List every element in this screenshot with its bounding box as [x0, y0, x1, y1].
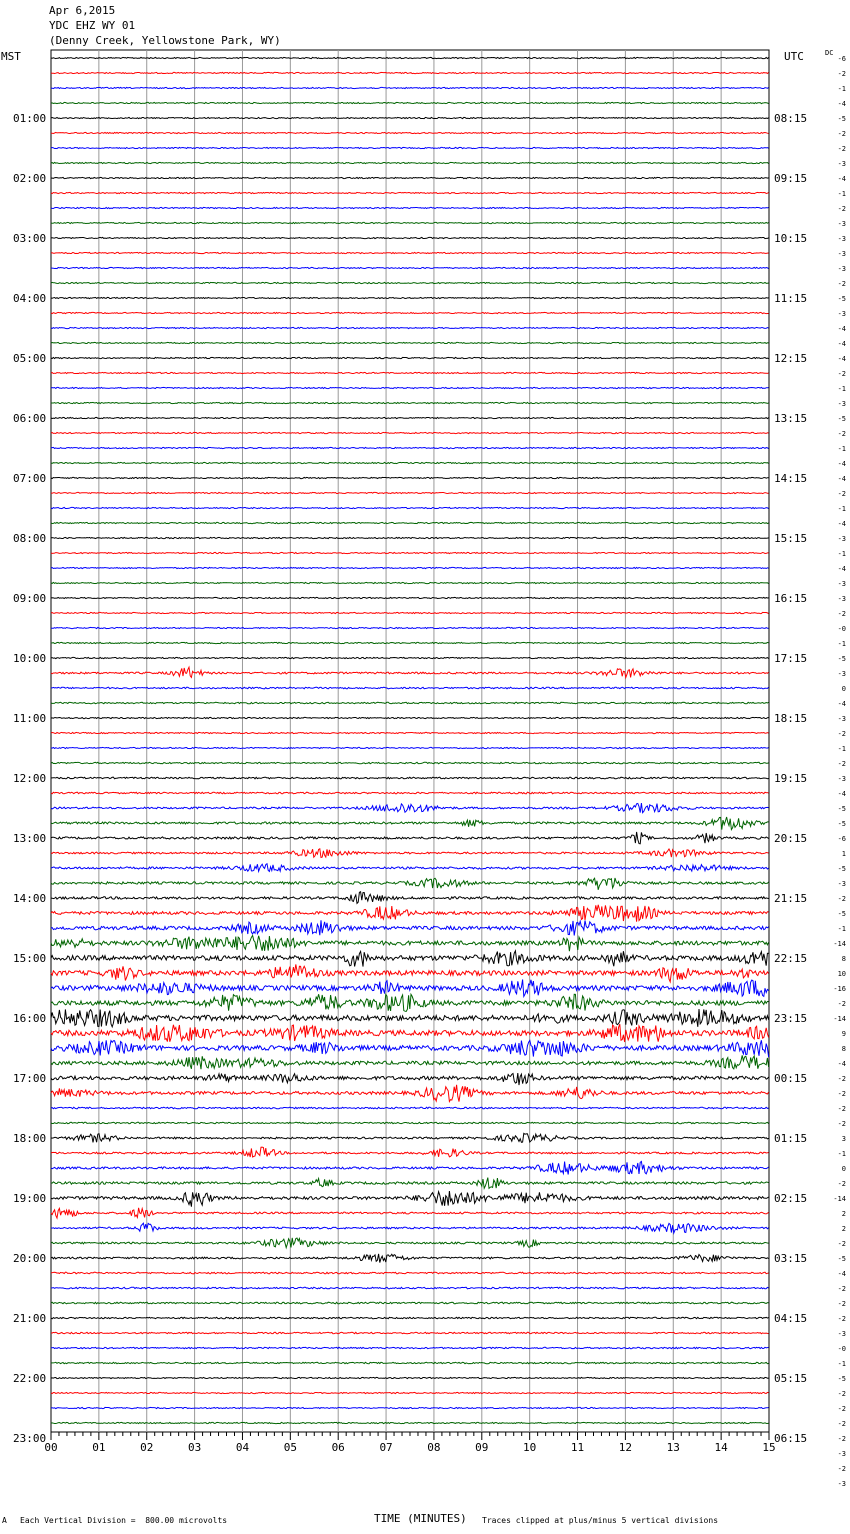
seismic-trace: [51, 905, 769, 922]
dc-offset-label: -4: [837, 1060, 846, 1068]
seismic-trace: [51, 1407, 769, 1408]
dc-offset-label: -2: [837, 1300, 846, 1308]
mst-hour-label: 06:00: [13, 412, 47, 425]
utc-hour-label: 14:15: [774, 472, 808, 485]
dc-offset-label: -5: [837, 805, 846, 813]
dc-offset-label: -3: [837, 250, 846, 258]
seismic-trace: [51, 687, 769, 689]
seismic-trace: [51, 1392, 769, 1393]
dc-offset-label: -4: [837, 175, 846, 183]
dc-offset-label: -16: [833, 985, 846, 993]
utc-hour-label: 09:15: [774, 172, 808, 185]
seismic-trace: [51, 667, 769, 677]
utc-hour-label: 16:15: [774, 592, 808, 605]
seismic-trace: [51, 177, 769, 178]
utc-hour-label: 06:15: [774, 1432, 808, 1445]
dc-offset-label: -2: [837, 760, 846, 768]
scale-note: Each Vertical Division = 800.00 microvolts: [20, 1516, 228, 1525]
dc-offset-label: 2: [841, 1225, 846, 1233]
seismic-trace: [51, 237, 769, 238]
seismic-trace: [51, 447, 769, 448]
dc-offset-label: -2: [837, 490, 846, 498]
seismic-trace: [51, 462, 769, 463]
dc-offset-label: -2: [837, 1120, 846, 1128]
dc-offset-label: -1: [837, 1150, 846, 1158]
dc-offset-label: -14: [833, 1015, 846, 1023]
seismic-trace: [51, 1073, 769, 1085]
seismic-trace: [51, 357, 769, 358]
dc-offset-label: -4: [837, 1270, 846, 1278]
dc-offset-label: -3: [837, 220, 846, 228]
seismic-trace: [51, 1178, 769, 1189]
seismic-trace: [51, 267, 769, 268]
dc-offset-label: -2: [837, 1405, 846, 1413]
seismic-trace: [51, 964, 769, 981]
utc-hour-label: 17:15: [774, 652, 808, 665]
dc-offset-label: -2: [837, 1000, 846, 1008]
seismic-trace: [51, 252, 769, 253]
seismic-trace: [51, 57, 769, 58]
dc-offset-label: -3: [837, 1330, 846, 1338]
x-tick-label: 14: [714, 1441, 728, 1454]
utc-hour-label: 21:15: [774, 892, 808, 905]
dc-offset-label: -2: [837, 1180, 846, 1188]
dc-offset-label: -3: [837, 1480, 846, 1488]
dc-offset-label: -2: [837, 1435, 846, 1443]
seismic-trace: [51, 980, 769, 997]
dc-offset-label: -4: [837, 460, 846, 468]
seismic-trace: [51, 1040, 769, 1057]
mst-hour-label: 10:00: [13, 652, 47, 665]
seismic-trace: [51, 1287, 769, 1289]
dc-offset-label: -3: [837, 535, 846, 543]
dc-offset-label: -1: [837, 190, 846, 198]
dc-offset-label: -5: [837, 295, 846, 303]
seismic-trace: [51, 297, 769, 298]
x-tick-label: 11: [570, 1441, 585, 1454]
dc-offset-label: -6: [837, 55, 846, 63]
dc-offset-label: -3: [837, 775, 846, 783]
dc-offset-label: -3: [837, 1450, 846, 1458]
seismic-trace: [51, 597, 769, 598]
seismic-trace: [51, 282, 769, 283]
dc-offset-label: 9: [841, 1030, 846, 1038]
seismic-trace: [51, 507, 769, 508]
dc-offset-label: -2: [837, 1315, 846, 1323]
dc-offset-label: -2: [837, 205, 846, 213]
dc-offset-label: 10: [837, 970, 846, 978]
dc-offset-label: -4: [837, 520, 846, 528]
seismic-trace: [51, 312, 769, 313]
dc-offset-label: -3: [837, 580, 846, 588]
dc-label: DC: [825, 49, 834, 57]
dc-offset-label: -4: [837, 700, 846, 708]
seismic-trace: [51, 936, 769, 952]
seismic-trace: [51, 777, 769, 779]
seismic-trace: [51, 627, 769, 628]
seismic-trace: [51, 1332, 769, 1333]
dc-offset-label: -2: [837, 1075, 846, 1083]
utc-hour-label: 08:15: [774, 112, 808, 125]
x-tick-label: 08: [427, 1441, 441, 1454]
mst-hour-label: 20:00: [13, 1252, 47, 1265]
mst-hour-label: 13:00: [13, 832, 47, 845]
utc-hour-label: 05:15: [774, 1372, 808, 1385]
dc-offset-label: -2: [837, 130, 846, 138]
seismic-trace: [51, 72, 769, 73]
utc-hour-label: 18:15: [774, 712, 808, 725]
dc-offset-label: -14: [833, 1195, 846, 1203]
dc-offset-label: -4: [837, 355, 846, 363]
seismic-trace: [51, 878, 769, 890]
seismic-trace: [51, 522, 769, 523]
dc-offset-label: -2: [837, 70, 846, 78]
dc-offset-label: -2: [837, 730, 846, 738]
seismic-trace: [51, 1133, 769, 1142]
seismic-trace: [51, 432, 769, 433]
utc-hour-label: 19:15: [774, 772, 808, 785]
seismic-trace: [51, 817, 769, 830]
x-tick-label: 04: [235, 1441, 250, 1454]
dc-offset-label: -4: [837, 565, 846, 573]
x-tick-label: 05: [283, 1441, 297, 1454]
dc-offset-label: -0: [837, 1345, 846, 1353]
dc-offset-label: -3: [837, 715, 846, 723]
seismic-trace: [51, 1422, 769, 1423]
mst-hour-label: 18:00: [13, 1132, 47, 1145]
dc-offset-label: -6: [837, 835, 846, 843]
utc-hour-label: 20:15: [774, 832, 808, 845]
utc-hour-label: 11:15: [774, 292, 808, 305]
dc-offset-label: -1: [837, 925, 846, 933]
utc-hour-label: 13:15: [774, 412, 808, 425]
seismic-trace: [51, 552, 769, 553]
utc-hour-label: 01:15: [774, 1132, 808, 1145]
dc-offset-label: -2: [837, 145, 846, 153]
dc-offset-label: -3: [837, 670, 846, 678]
seismic-trace: [51, 1377, 769, 1378]
seismic-trace: [51, 792, 769, 794]
utc-hour-label: 03:15: [774, 1252, 808, 1265]
dc-offset-label: -2: [837, 1390, 846, 1398]
mst-hour-label: 09:00: [13, 592, 47, 605]
seismic-trace: [51, 832, 769, 844]
dc-offset-label: -5: [837, 415, 846, 423]
seismic-trace: [51, 803, 769, 813]
mst-hour-label: 17:00: [13, 1072, 47, 1085]
dc-offset-label: -2: [837, 1285, 846, 1293]
seismic-trace: [51, 342, 769, 343]
mst-hour-label: 15:00: [13, 952, 47, 965]
plot-date: Apr 6,2015: [49, 4, 116, 17]
mst-hour-label: 07:00: [13, 472, 47, 485]
dc-offset-label: -1: [837, 385, 846, 393]
mst-hour-label: 01:00: [13, 112, 47, 125]
x-tick-label: 09: [475, 1441, 489, 1454]
utc-hour-label: 02:15: [774, 1192, 808, 1205]
utc-hour-label: 04:15: [774, 1312, 808, 1325]
utc-axis-label: UTC: [784, 50, 804, 63]
seismic-trace: [51, 87, 769, 88]
seismic-trace: [51, 994, 769, 1011]
utc-hour-label: 12:15: [774, 352, 808, 365]
mst-hour-label: 22:00: [13, 1372, 47, 1385]
dc-offset-label: -4: [837, 790, 846, 798]
seismic-trace: [51, 1208, 769, 1218]
mst-hour-label: 23:00: [13, 1432, 47, 1445]
dc-offset-label: -3: [837, 235, 846, 243]
dc-offset-label: -4: [837, 100, 846, 108]
dc-offset-label: -1: [837, 640, 846, 648]
seismic-trace: [51, 117, 769, 118]
x-axis-title: TIME (MINUTES): [374, 1512, 467, 1525]
dc-offset-label: -1: [837, 445, 846, 453]
seismic-trace: [51, 642, 769, 643]
seismic-trace: [51, 222, 769, 223]
dc-offset-label: 0: [841, 685, 846, 693]
dc-offset-label: -2: [837, 370, 846, 378]
dc-offset-label: -1: [837, 505, 846, 513]
dc-offset-label: -3: [837, 400, 846, 408]
mst-hour-label: 02:00: [13, 172, 47, 185]
dc-offset-label: 0: [841, 1165, 846, 1173]
seismic-trace: [51, 892, 769, 904]
mst-hour-label: 05:00: [13, 352, 47, 365]
seismic-trace: [51, 864, 769, 872]
seismic-trace: [51, 1238, 769, 1248]
dc-offset-label: -4: [837, 475, 846, 483]
utc-hour-label: 15:15: [774, 532, 808, 545]
seismic-trace: [51, 207, 769, 208]
seismic-trace: [51, 1147, 769, 1157]
mst-hour-label: 08:00: [13, 532, 47, 545]
seismic-trace: [51, 417, 769, 418]
seismic-trace: [51, 492, 769, 493]
seismic-trace: [51, 1122, 769, 1123]
seismic-trace: [51, 1254, 769, 1263]
seismic-trace: [51, 1191, 769, 1207]
dc-offset-label: 1: [841, 850, 846, 858]
utc-hour-label: 10:15: [774, 232, 808, 245]
seismic-trace: [51, 717, 769, 718]
dc-offset-label: -2: [837, 430, 846, 438]
seismic-trace: [51, 537, 769, 538]
utc-hour-label: 22:15: [774, 952, 808, 965]
seismic-trace: [51, 762, 769, 763]
seismic-trace: [51, 132, 769, 133]
x-tick-label: 12: [618, 1441, 633, 1454]
dc-offset-label: -5: [837, 115, 846, 123]
dc-offset-label: -2: [837, 1090, 846, 1098]
seismic-trace: [51, 387, 769, 388]
seismic-trace: [51, 102, 769, 103]
x-tick-label: 01: [92, 1441, 106, 1454]
dc-offset-label: -5: [837, 910, 846, 918]
dc-offset-label: -2: [837, 610, 846, 618]
time-grid: [51, 50, 769, 1440]
dc-offset-label: 8: [841, 1045, 846, 1053]
mst-hour-label: 14:00: [13, 892, 47, 905]
mst-hour-label: 19:00: [13, 1192, 47, 1205]
seismic-trace: [51, 147, 769, 148]
dc-offset-label: -2: [837, 1240, 846, 1248]
seismic-trace: [51, 849, 769, 858]
mst-hour-label: 04:00: [13, 292, 47, 305]
dc-offset-label: -3: [837, 880, 846, 888]
seismic-trace: [51, 1024, 769, 1042]
dc-offset-label: -5: [837, 865, 846, 873]
station-location: (Denny Creek, Yellowstone Park, WY): [49, 34, 281, 47]
seismic-trace: [51, 1085, 769, 1102]
seismic-trace: [51, 372, 769, 373]
seismic-traces: [51, 57, 769, 1423]
seismic-trace: [51, 612, 769, 613]
dc-offset-label: -4: [837, 325, 846, 333]
mst-hour-label: 03:00: [13, 232, 47, 245]
seismic-trace: [51, 582, 769, 583]
dc-offset-label: -2: [837, 1465, 846, 1473]
seismic-trace: [51, 1223, 769, 1233]
mst-hour-label: 16:00: [13, 1012, 47, 1025]
dc-offset-label: -1: [837, 550, 846, 558]
dc-offset-label: -3: [837, 160, 846, 168]
seismic-trace: [51, 920, 769, 935]
seismic-trace: [51, 162, 769, 163]
seismic-trace: [51, 1055, 769, 1069]
seismic-trace: [51, 1272, 769, 1274]
utc-hour-label: 23:15: [774, 1012, 808, 1025]
mst-hour-label: 21:00: [13, 1312, 47, 1325]
dc-offset-label: -0: [837, 625, 846, 633]
utc-hour-label: 00:15: [774, 1072, 808, 1085]
seismic-trace: [51, 1362, 769, 1363]
scale-mark: A: [2, 1516, 7, 1525]
seismic-trace: [51, 747, 769, 748]
dc-offset-label: -2: [837, 895, 846, 903]
dc-offset-label: -5: [837, 1375, 846, 1383]
mst-hour-label: 11:00: [13, 712, 47, 725]
seismic-trace: [51, 402, 769, 403]
x-tick-label: 00: [44, 1441, 58, 1454]
dc-offset-label: -3: [837, 595, 846, 603]
x-tick-label: 13: [666, 1441, 680, 1454]
seismic-trace: [51, 1302, 769, 1304]
seismic-trace: [51, 192, 769, 193]
seismic-trace: [51, 477, 769, 478]
mst-hour-label: 12:00: [13, 772, 47, 785]
x-tick-label: 07: [379, 1441, 393, 1454]
dc-offset-label: -2: [837, 280, 846, 288]
seismic-trace: [51, 567, 769, 568]
dc-offset-label: 3: [841, 1135, 846, 1143]
mst-axis-label: MST: [1, 50, 21, 63]
x-tick-label: 03: [187, 1441, 202, 1454]
x-tick-label: 02: [140, 1441, 154, 1454]
dc-offset-label: -1: [837, 85, 846, 93]
dc-offset-label: -2: [837, 1105, 846, 1113]
seismic-trace: [51, 1009, 769, 1027]
dc-offset-label: 8: [841, 955, 846, 963]
seismic-trace: [51, 1161, 769, 1174]
dc-offset-label: -5: [837, 655, 846, 663]
dc-offset-label: -4: [837, 340, 846, 348]
dc-offset-label: -1: [837, 745, 846, 753]
dc-offset-label: 2: [841, 1210, 846, 1218]
clip-note: Traces clipped at plus/minus 5 vertical divisions: [482, 1516, 719, 1525]
dc-offset-label: -5: [837, 820, 846, 828]
seismic-trace: [51, 732, 769, 733]
seismic-trace: [51, 702, 769, 703]
dc-offset-label: -3: [837, 310, 846, 318]
dc-offset-label: -5: [837, 1255, 846, 1263]
dc-offset-label: -14: [833, 940, 846, 948]
dc-offset-label: -1: [837, 1360, 846, 1368]
seismic-trace: [51, 657, 769, 658]
dc-offset-label: -3: [837, 265, 846, 273]
x-tick-label: 06: [331, 1441, 345, 1454]
station-code: YDC EHZ WY 01: [49, 19, 136, 32]
x-tick-label: 10: [523, 1441, 537, 1454]
seismic-trace: [51, 951, 769, 967]
seismic-trace: [51, 1347, 769, 1348]
seismic-trace: [51, 1317, 769, 1318]
dc-offset-label: -2: [837, 1420, 846, 1428]
x-tick-label: 15: [762, 1441, 776, 1454]
seismic-trace: [51, 1107, 769, 1109]
seismic-trace: [51, 327, 769, 328]
